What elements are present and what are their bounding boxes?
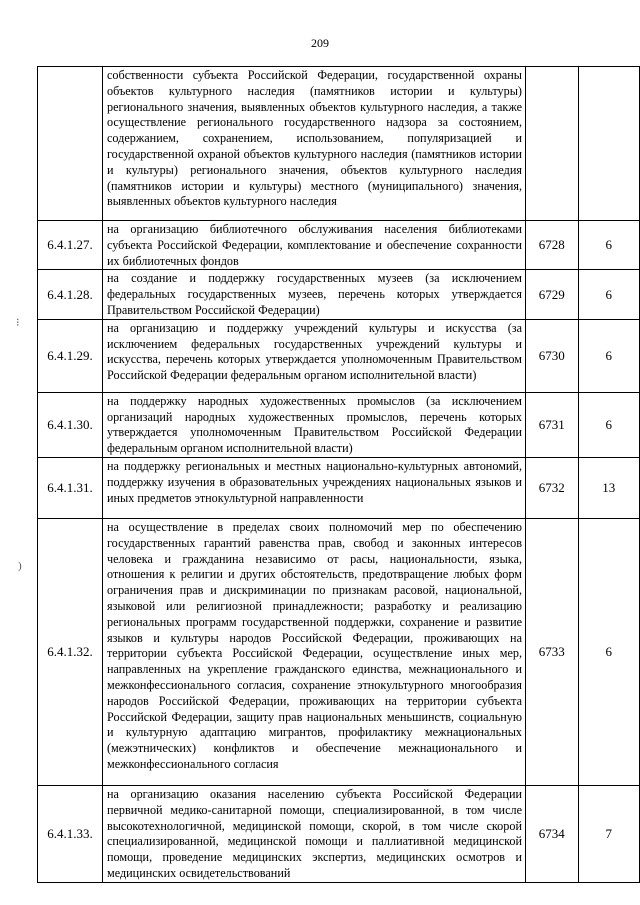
row-value xyxy=(578,67,639,221)
row-description: на поддержку народных художественных промыслов (за исключением организаций народных художественных промыслов, перечень которых утверждается уполномоченным Правительством Российской Федерации федеральным органом исполнительной власти) xyxy=(102,392,525,457)
row-code xyxy=(38,67,103,221)
row-value: 6 xyxy=(578,221,639,270)
table-row xyxy=(38,457,640,518)
table-row xyxy=(38,270,640,319)
row-value: 6 xyxy=(578,392,639,457)
table-row xyxy=(38,518,640,785)
row-number: 6729 xyxy=(526,270,579,319)
table-row xyxy=(38,67,640,221)
row-value: 7 xyxy=(578,785,639,882)
row-code: 6.4.1.28. xyxy=(38,270,103,319)
row-number: 6734 xyxy=(526,785,579,882)
row-value: 6 xyxy=(578,319,639,392)
budget-classification-table xyxy=(37,66,640,883)
table-row xyxy=(38,319,640,392)
row-value: 6 xyxy=(578,518,639,785)
row-number: 6730 xyxy=(526,319,579,392)
row-number: 6731 xyxy=(526,392,579,457)
row-code: 6.4.1.31. xyxy=(38,457,103,518)
row-number: 6733 xyxy=(526,518,579,785)
row-description: на создание и поддержку государственных музеев (за исключением федеральных государственных музеев, перечень которых утверждается Правительством Российской Федерации) xyxy=(102,270,525,319)
row-description: на поддержку региональных и местных национально-культурных автономий, поддержку изучения в образовательных учреждениях национальных языков и иных предметов этнокультурной направленности xyxy=(102,457,525,518)
table-row xyxy=(38,221,640,270)
row-number: 6732 xyxy=(526,457,579,518)
row-number: 6728 xyxy=(526,221,579,270)
row-code: 6.4.1.30. xyxy=(38,392,103,457)
row-description: на организацию и поддержку учреждений культуры и искусства (за исключением федеральных государственных учреждений культуры и искусства, перечень которых утверждается уполномоченным Правительством Российской Федерации федеральным органом исполнительной власти) xyxy=(102,319,525,392)
row-code: 6.4.1.29. xyxy=(38,319,103,392)
margin-scan-mark: ⁝ xyxy=(16,317,20,329)
row-number xyxy=(526,67,579,221)
row-code: 6.4.1.27. xyxy=(38,221,103,270)
row-value: 13 xyxy=(578,457,639,518)
row-description: на осуществление в пределах своих полномочий мер по обеспечению государственных гарантий равенства прав, свобод и законных интересов человека и гражданина независимо от расы, национальности, языка, отношения к религии и других обстоятельств, предотвращение любых форм ограничения прав и дискриминации по признакам расовой, национальной, языковой или религиозной принадлежности; разработку и реализацию региональных программ государственной поддержки, сохранение и развитие языков и культуры народов Российской Федерации, проживающих на территории субъекта Российской Федерации, осуществление иных мер, направленных на укрепление гражданского единства, межнационального и межконфессионального согласия, сохранение этнокультурного многообразия народов Российской Федерации, проживающих на территории субъекта Российской Федерации, защиту прав национальных меньшинств, социальную и культурную адаптацию мигрантов, профилактику межнациональных (межэтнических) конфликтов и обеспечение межнационального и межконфессионального согласия xyxy=(102,518,525,785)
row-description: на организацию библиотечного обслуживания населения библиотеками субъекта Российской Федерации, комплектование и обеспечение сохранности их библиотечных фондов xyxy=(102,221,525,270)
row-description: на организацию оказания населению субъекта Российской Федерации первичной медико-санитарной помощи, специализированной, в том числе высокотехнологичной, медицинской помощи, скорой, в том числе скорой специализированной, медицинской помощи и паллиативной медицинской помощи, проведение медицинских экспертиз, медицинских осмотров и медицинских освидетельствований xyxy=(102,785,525,882)
row-value: 6 xyxy=(578,270,639,319)
page-number: 209 xyxy=(311,36,329,50)
table-row xyxy=(38,392,640,457)
table-row xyxy=(38,785,640,882)
row-code: 6.4.1.33. xyxy=(38,785,103,882)
margin-scan-mark: ) xyxy=(18,560,22,572)
row-code: 6.4.1.32. xyxy=(38,518,103,785)
row-description: собственности субъекта Российской Федерации, государственной охраны объектов культурного наследия (памятников истории и культуры) регионального значения, выявленных объектов культурного наследия, а также осуществление регионального государственного надзора за состоянием, содержанием, сохранением, использованием, популяризацией и государственной охраной объектов культурного наследия (памятников истории и культуры) регионального значения, объектов культурного наследия (памятников истории и культуры) местного (муниципального) значения, выявленных объектов культурного наследия xyxy=(102,67,525,221)
